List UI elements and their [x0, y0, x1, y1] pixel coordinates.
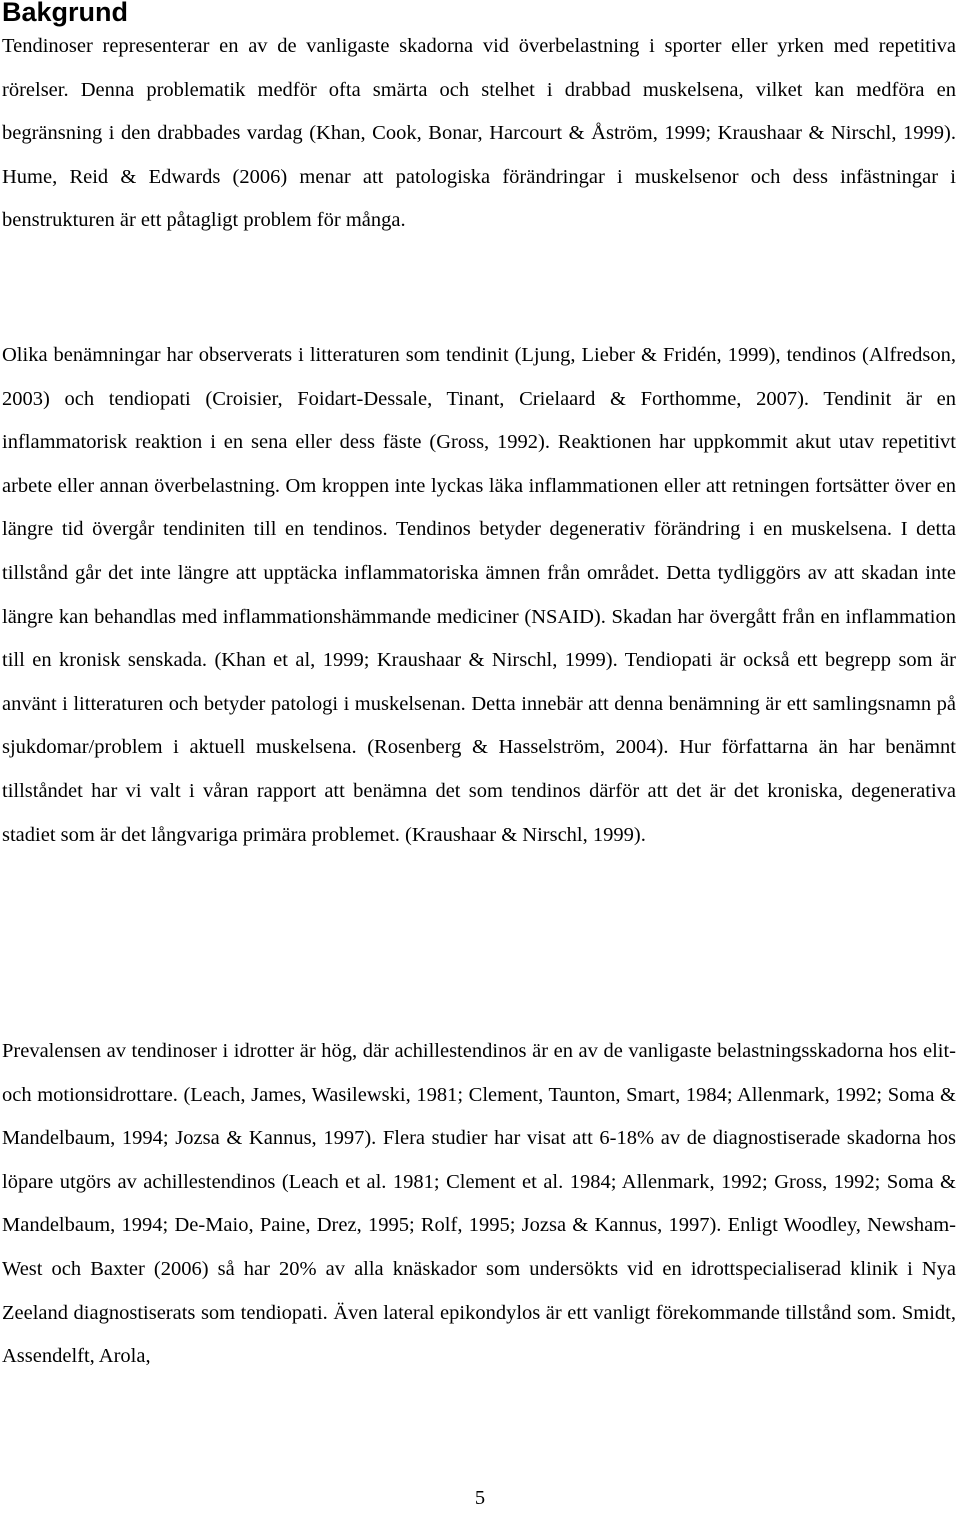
paragraph-background-intro: Tendinoser representerar en av de vanligaste skadorna vid överbelastning i sporter eller yrken med repetitiva rörelser. Denna problematik medför ofta smärta och stelhet i drabbad muskelsena, vilket kan medföra en begränsning i den drabbades vardag (Khan, Cook, Bonar, Harcourt & Åström, 1999; Kraushaar & Nirschl, 1999). Hume, Reid & Edwards (2006) menar att patologiska förändringar i muskelsenor och dess infästningar i benstrukturen är ett påtagligt problem för många. [2, 35, 956, 232]
paragraph-terminology: Olika benämningar har observerats i litteraturen som tendinit (Ljung, Lieber & Fridén, 1999), tendinos (Alfredson, 2003) och tendiopati (Croisier, Foidart-Dessale, Tinant, Crielaard & Forthomme, 2007). Tendinit är en inflammatorisk reaktion i en sena eller dess fäste (Gross, 1992). Reaktionen har uppkommit akut utav repetitivt arbete eller annan överbelastning. Om kroppen inte lyckas läka inflammationen eller att retningen fortsätter över en längre tid övergår tendiniten till en tendinos. Tendinos betyder degenerativ förändring i en muskelsena. I detta tillstånd går det inte längre att upptäcka inflammatoriska ämnen från området. Detta tydliggörs av att skadan inte längre kan behandlas med inflammationshämmande mediciner (NSAID). Skadan har övergått från en inflammation till en kronisk senskada. (Khan et al, 1999; Kraushaar & Nirschl, 1999). Tendiopati är också ett begrepp som är använt i litteraturen och betyder patologi i muskelsenan. Detta innebär att denna benämning är ett samlingsnamn på sjukdomar/problem i aktuell muskelsena. (Rosenberg & Hasselström, 2004). Hur författarna än har benämnt tillståndet har vi valt i våran rapport att benämna det som tendinos därför att det är det kroniska, degenerativa stadiet som är det långvariga primära problemet. (Kraushaar & Nirschl, 1999). [2, 344, 956, 846]
section-heading: Bakgrund [2, 0, 129, 27]
page-number: 5 [474, 1487, 486, 1509]
paragraph-prevalence: Prevalensen av tendinoser i idrotter är hög, där achillestendinos är en av de vanligaste belastningsskadorna hos elit- och motionsidrottare. (Leach, James, Wasilewski, 1981; Clement, Taunton, Smart, 1984; Allenmark, 1992; Soma & Mandelbaum, 1994; Jozsa & Kannus, 1997). Flera studier har visat att 6-18% av de diagnostiserade skadorna hos löpare utgörs av achillestendinos (Leach et al. 1981; Clement et al. 1984; Allenmark, 1992; Gross, 1992; Soma & Mandelbaum, 1994; De-Maio, Paine, Drez, 1995; Rolf, 1995; Jozsa & Kannus, 1997). Enligt Woodley, Newsham-West och Baxter (2006) så har 20% av alla knäskador som undersökts vid en idrottspecialiserad klinik i Nya Zeeland diagnostiserats som tendiopati. Även lateral epikondylos är ett vanligt förekommande tillstånd som. Smidt, Assendelft, Arola, [2, 1040, 956, 1368]
